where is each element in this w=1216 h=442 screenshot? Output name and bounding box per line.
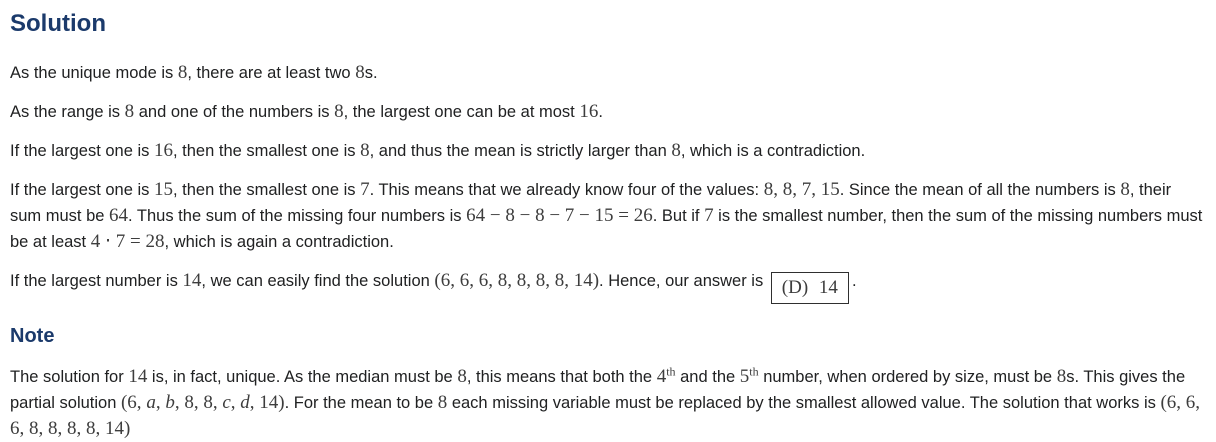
text-run: . This means that we already know four of the values: bbox=[369, 181, 764, 199]
math-superscript: th bbox=[749, 364, 759, 379]
math-run: 8 bbox=[355, 62, 365, 83]
text-run: number, when ordered by size, must be bbox=[758, 368, 1057, 386]
math-run: 5 bbox=[739, 366, 750, 387]
math-run: 8 bbox=[177, 62, 188, 83]
math-run: 8 bbox=[334, 101, 344, 122]
math-variable-run: a bbox=[146, 392, 156, 413]
math-run: 7 bbox=[360, 179, 370, 200]
text-run: . For the mean to be bbox=[284, 394, 438, 412]
math-run: 64 bbox=[109, 205, 129, 226]
math-run: 16 bbox=[579, 101, 599, 122]
math-run: (6, bbox=[120, 392, 147, 413]
text-run: , and thus the mean is strictly larger than bbox=[369, 142, 672, 160]
math-run: , 8, 8, bbox=[174, 392, 223, 413]
math-run: 8 bbox=[124, 101, 135, 122]
text-run: , the largest one can be at most bbox=[343, 103, 580, 121]
math-run: , bbox=[230, 392, 241, 413]
math-run: (6, 6, 6, 8, 8, 8, 8, 14) bbox=[434, 270, 600, 291]
math-run: , bbox=[155, 392, 166, 413]
math-run: 8 bbox=[671, 140, 681, 161]
text-run: , there are at least two bbox=[187, 64, 356, 82]
text-run: , which is a contradiction. bbox=[680, 142, 866, 160]
text-run: and the bbox=[675, 368, 740, 386]
paragraph bbox=[10, 60, 1206, 86]
math-run: 7 bbox=[704, 205, 714, 226]
text-run: is the smallest number, then the sum of the missing numbers must be at least bbox=[10, 207, 1203, 251]
math-run: 16 bbox=[154, 140, 173, 161]
text-run: , which is again a contradiction. bbox=[164, 233, 394, 251]
text-run: . bbox=[598, 103, 603, 121]
text-run: . Thus the sum of the missing four numbers is bbox=[128, 207, 467, 225]
text-run: , we can easily find the solution bbox=[201, 272, 435, 290]
paragraph bbox=[10, 177, 1206, 255]
math-run: 8, 8, 7, 15 bbox=[763, 179, 840, 200]
text-run: , then the smallest one is bbox=[173, 142, 361, 160]
paragraph bbox=[10, 268, 1206, 304]
paragraph bbox=[10, 138, 1206, 164]
text-run: , this means that both the bbox=[466, 368, 657, 386]
math-run: 64 − 8 − 8 − 7 − 15 = 26 bbox=[466, 205, 653, 226]
solution-heading: Solution bbox=[10, 10, 106, 37]
note-heading: Note bbox=[10, 325, 55, 347]
text-run: The solution for bbox=[10, 368, 129, 386]
text-run: and one of the numbers is bbox=[134, 103, 335, 121]
solution-paragraphs bbox=[10, 60, 1206, 304]
paragraph bbox=[10, 364, 1206, 442]
math-variable-run: d bbox=[240, 392, 250, 413]
text-run: If the largest number is bbox=[10, 272, 183, 290]
math-run: (6, 6, 6, 8, 8, 8, 8, 14) bbox=[10, 392, 1201, 439]
math-run: 15 bbox=[154, 179, 173, 200]
math-run: 14 bbox=[182, 270, 202, 291]
math-run: 4 ⋅ 7 = 28 bbox=[90, 231, 165, 252]
text-run: As the unique mode is bbox=[10, 64, 178, 82]
text-run: s. This gives the partial solution bbox=[10, 368, 1186, 412]
text-run: As the range is bbox=[10, 103, 125, 121]
text-run: . Hence, our answer is bbox=[599, 272, 768, 290]
text-run: . But if bbox=[652, 207, 705, 225]
math-variable-run: c bbox=[222, 392, 231, 413]
math-run: 14 bbox=[128, 366, 148, 387]
answer-box: (D) 14 bbox=[771, 272, 849, 304]
text-run: is, in fact, unique. As the median must be bbox=[147, 368, 458, 386]
note-paragraphs bbox=[10, 364, 1206, 442]
math-run: 8 bbox=[360, 140, 370, 161]
math-run: , 14) bbox=[249, 392, 285, 413]
math-run: 4 bbox=[656, 366, 667, 387]
text-run: s. bbox=[364, 64, 378, 82]
text-run: , then the smallest one is bbox=[173, 181, 361, 199]
text-run: each missing variable must be replaced by the smallest allowed value. The solution that works is bbox=[447, 394, 1161, 412]
math-run: 8 bbox=[1056, 366, 1067, 387]
math-run: 8 bbox=[1120, 179, 1130, 200]
text-run: If the largest one is bbox=[10, 181, 154, 199]
text-run: , their sum must be bbox=[10, 181, 1172, 225]
text-run: If the largest one is bbox=[10, 142, 154, 160]
text-run: . bbox=[851, 272, 857, 290]
text-run: . Since the mean of all the numbers is bbox=[839, 181, 1121, 199]
paragraph bbox=[10, 99, 1206, 125]
math-variable-run: b bbox=[165, 392, 175, 413]
math-run: 8 bbox=[457, 366, 467, 387]
math-run: 8 bbox=[437, 392, 448, 413]
math-superscript: th bbox=[666, 364, 676, 379]
